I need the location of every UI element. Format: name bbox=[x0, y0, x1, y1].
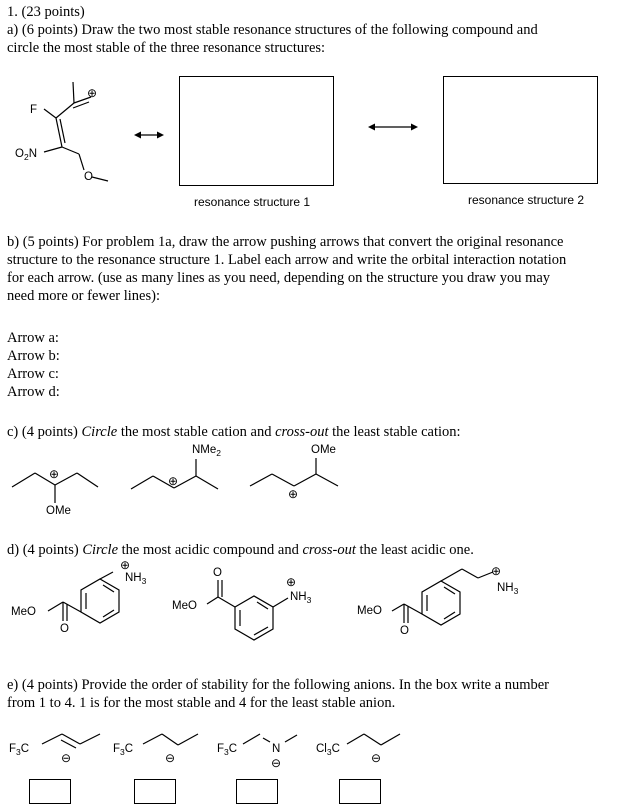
svg-text:NH3 bbox=[290, 591, 312, 605]
acid-2-structure bbox=[160, 556, 330, 656]
anion-4-c: C bbox=[331, 743, 340, 755]
part-b-text-line2: structure to the resonance structure 1. Label each arrow and write the orbital interaction notation bbox=[7, 252, 567, 268]
anion-3-n: N bbox=[272, 743, 281, 755]
svg-text:F3C bbox=[113, 743, 133, 757]
acid-3-meo: MeO bbox=[357, 605, 382, 617]
part-c-text: c) (4 points) Circle the most stable cation and cross-out the least stable cation: bbox=[7, 424, 461, 440]
anion-2-structure bbox=[110, 726, 210, 776]
anion-4-cl-subscript: 3 bbox=[326, 747, 332, 757]
acid-2-charge: ⊕ bbox=[286, 575, 297, 589]
anion-1-charge: ⊖ bbox=[61, 751, 72, 765]
anion-4-structure bbox=[310, 726, 420, 776]
arrow-b-label: Arrow b: bbox=[7, 348, 60, 364]
acid-2-nh-subscript: 3 bbox=[306, 595, 312, 605]
acid-3-nh: NH bbox=[497, 582, 514, 594]
acid-2-carbonyl-o: O bbox=[213, 567, 222, 579]
anion-1-f: F bbox=[9, 743, 17, 755]
acid-3-charge: ⊕ bbox=[491, 564, 502, 578]
anion-3-charge: ⊖ bbox=[271, 756, 282, 770]
anion-3-f: F bbox=[217, 743, 225, 755]
acid-1-charge: ⊕ bbox=[120, 558, 131, 572]
anion-3-c: C bbox=[228, 743, 238, 755]
anion-3-structure bbox=[210, 726, 310, 776]
resonance-structure-1-label: resonance structure 1 bbox=[194, 195, 311, 209]
part-e-text-line2: from 1 to 4. 1 is for the most stable and 4 for the least stable anion. bbox=[7, 695, 396, 711]
svg-text:F3C bbox=[217, 743, 237, 757]
svg-text:NMe2 bbox=[192, 444, 221, 458]
cation-1-ome: OMe bbox=[46, 505, 71, 517]
cation-2-structure bbox=[120, 440, 240, 500]
cation-2-nme-subscript: 2 bbox=[216, 448, 222, 458]
svg-text:NH3 bbox=[497, 582, 519, 596]
anion-2-f-subscript: 3 bbox=[120, 747, 125, 757]
resonance-arrow-1 bbox=[133, 128, 165, 142]
anion-2-charge: ⊖ bbox=[165, 751, 176, 765]
svg-text:NH3 bbox=[125, 572, 147, 586]
cation-3-charge: ⊕ bbox=[288, 487, 299, 500]
resonance-structure-1-box[interactable] bbox=[179, 76, 334, 186]
anion-1-rank-box[interactable] bbox=[29, 779, 71, 804]
part-b-text-line4: need more or fewer lines): bbox=[7, 288, 160, 304]
cation-2-charge: ⊕ bbox=[168, 474, 179, 488]
anion-2-f: F bbox=[113, 743, 121, 755]
arrow-d-label: Arrow d: bbox=[7, 384, 60, 400]
cation-2-nme: NMe bbox=[192, 444, 217, 456]
acid-2-meo: MeO bbox=[172, 600, 197, 612]
anion-2-c: C bbox=[124, 743, 134, 755]
arrow-c-label: Arrow c: bbox=[7, 366, 59, 382]
anion-3-rank-box[interactable] bbox=[236, 779, 278, 804]
acid-1-nh-subscript: 3 bbox=[141, 576, 147, 586]
question-header: 1. (23 points) bbox=[7, 4, 85, 20]
anion-2-rank-box[interactable] bbox=[134, 779, 176, 804]
resonance-arrow-2 bbox=[367, 120, 419, 134]
acid-3-structure bbox=[350, 556, 540, 656]
ether-oxygen: O bbox=[84, 171, 93, 183]
acid-3-carbonyl-o: O bbox=[400, 625, 409, 637]
svg-text:F3C bbox=[9, 743, 29, 757]
svg-text:O2N bbox=[15, 148, 37, 162]
anion-1-f-subscript: 3 bbox=[16, 747, 21, 757]
anion-4-rank-box[interactable] bbox=[339, 779, 381, 804]
part-b-text-line1: b) (5 points) For problem 1a, draw the arrow pushing arrows that convert the original resonance bbox=[7, 234, 564, 250]
cation-3-structure bbox=[240, 440, 350, 500]
svg-text:Cl3C bbox=[316, 743, 340, 757]
nitro-subscript: 2 bbox=[23, 152, 29, 162]
anion-1-c: C bbox=[20, 743, 30, 755]
anion-1-structure bbox=[0, 726, 110, 776]
starting-compound-structure bbox=[0, 70, 130, 190]
cation-1-charge: ⊕ bbox=[49, 467, 60, 481]
resonance-structure-2-box[interactable] bbox=[443, 76, 598, 184]
cation-1-structure bbox=[0, 440, 120, 520]
part-a-text-line1: a) (6 points) Draw the two most stable resonance structures of the following compound and bbox=[7, 22, 538, 38]
nitro-n: N bbox=[28, 148, 37, 160]
anion-3-f-subscript: 3 bbox=[224, 747, 229, 757]
arrow-a-label: Arrow a: bbox=[7, 330, 59, 346]
fluorine-atom: F bbox=[30, 104, 38, 116]
resonance-structure-2-label: resonance structure 2 bbox=[468, 193, 585, 207]
acid-3-nh-subscript: 3 bbox=[513, 586, 519, 596]
acid-1-nh: NH bbox=[125, 572, 142, 584]
part-d-text: d) (4 points) Circle the most acidic compound and cross-out the least acidic one. bbox=[7, 542, 474, 558]
part-e-text-line1: e) (4 points) Provide the order of stability for the following anions. In the box write a number bbox=[7, 677, 550, 693]
part-a-text-line2: circle the most stable of the three resonance structures: bbox=[7, 40, 326, 56]
acid-1-structure bbox=[0, 556, 160, 656]
nitro-o: O bbox=[15, 148, 24, 160]
anion-4-cl: Cl bbox=[316, 743, 327, 755]
acid-1-carbonyl-o: O bbox=[60, 623, 69, 635]
anion-4-charge: ⊖ bbox=[371, 751, 382, 765]
acid-2-nh: NH bbox=[290, 591, 307, 603]
cation-charge: ⊕ bbox=[87, 86, 98, 100]
cation-3-ome: OMe bbox=[311, 444, 336, 456]
acid-1-meo: MeO bbox=[11, 606, 36, 618]
part-b-text-line3: for each arrow. (use as many lines as you need, depending on the structure you draw you may bbox=[7, 270, 551, 286]
